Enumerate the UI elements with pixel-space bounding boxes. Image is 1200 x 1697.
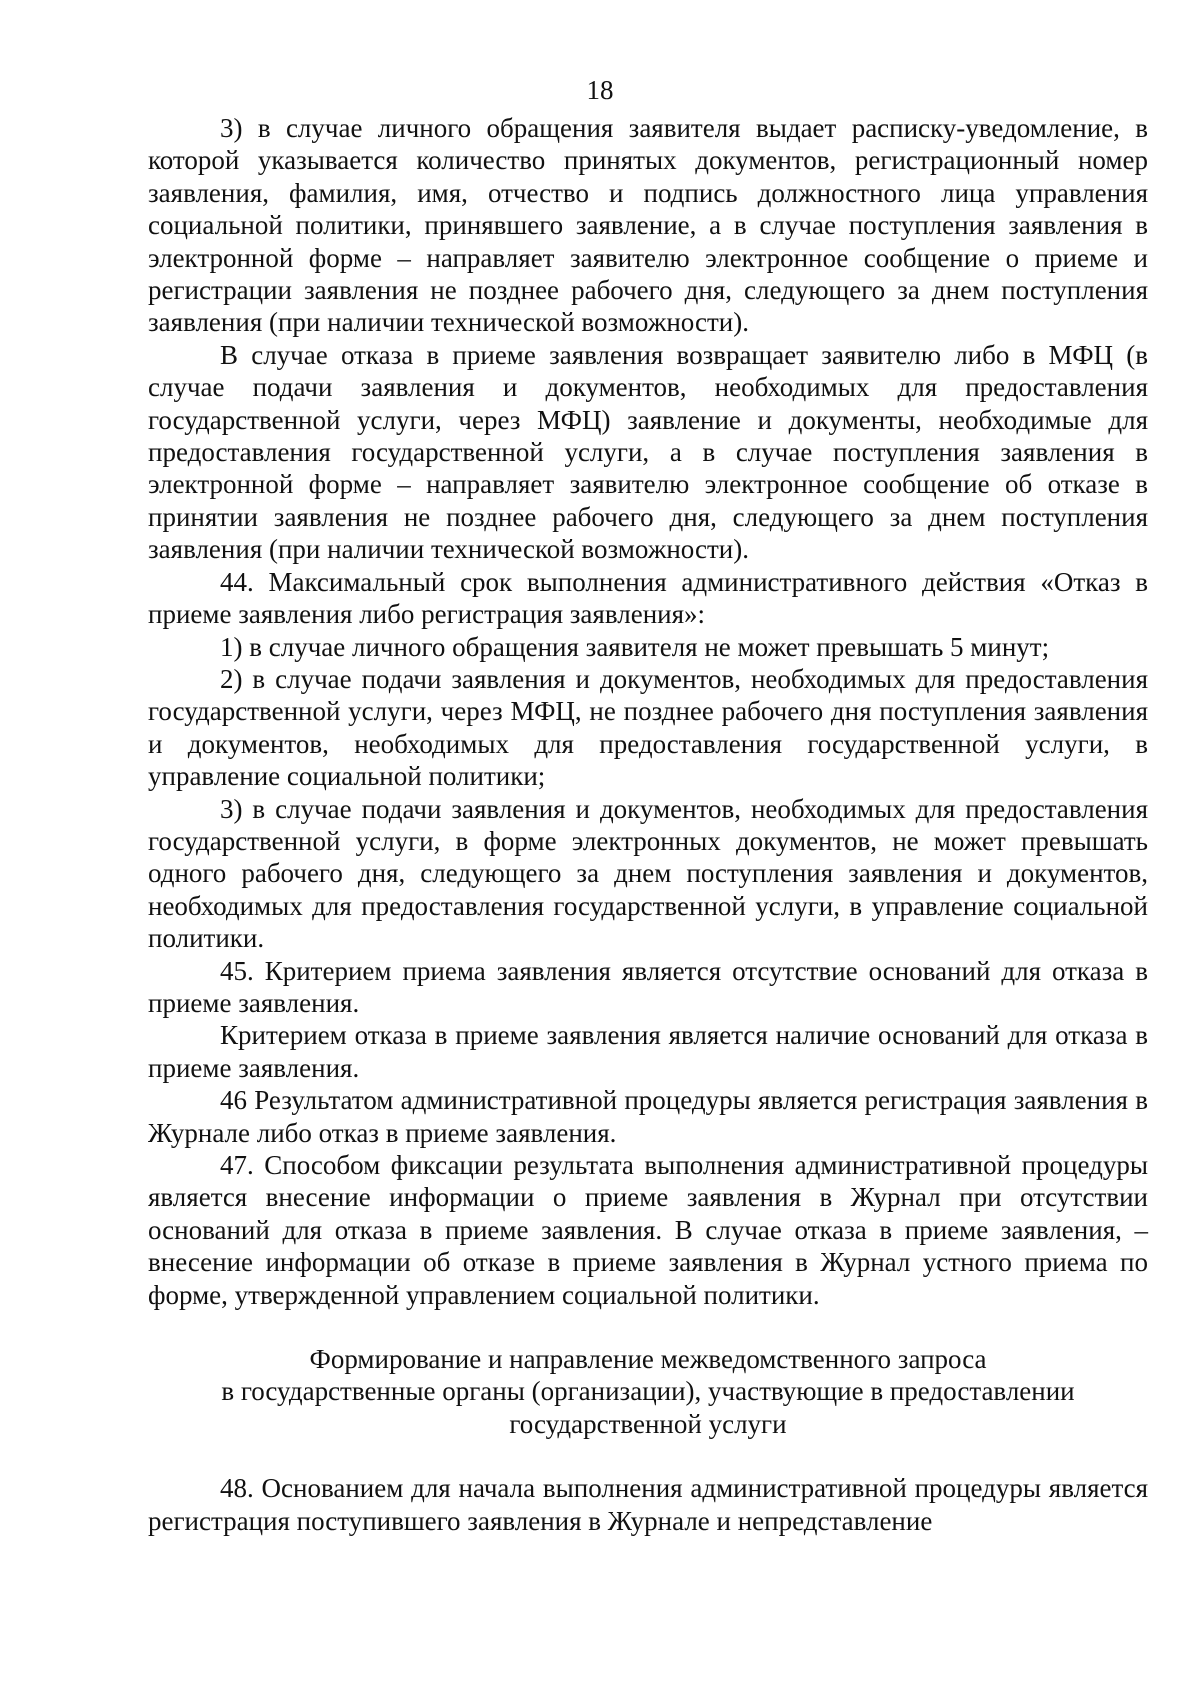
section-heading-line: государственной услуги — [509, 1408, 787, 1439]
section-heading-line: в государственные органы (организации), участвующие в предоставлении — [221, 1376, 1075, 1407]
paragraph-48-basis: 48. Основанием для начала выполнения административной процедуры является регистрация поступившего заявления в Журнале и непредставление — [148, 1473, 1148, 1536]
paragraph-45-criterion: 45. Критерием приема заявления является отсутствие оснований для отказа в приеме заявления. — [148, 955, 1148, 1018]
paragraph-46-result: 46 Результатом административной процедуры является регистрация заявления в Журнале либо отказ в приеме заявления. — [148, 1085, 1148, 1148]
section-heading-line: Формирование и направление межведомственного запроса — [309, 1344, 987, 1375]
section-heading — [148, 1343, 1148, 1440]
paragraph-refusal-return: В случае отказа в приеме заявления возвращает заявителю либо в МФЦ (в случае подачи заявления и документов, необходимых для предоставления государственной услуги, через МФЦ) заявление и документы, необходимые для предоставления государственной услуги, а в случае поступления заявления в электронной форме – направляет заявителю электронное сообщение об отказе в принятии заявления не позднее рабочего дня, следующего за днем поступления заявления (при наличии технической возможности). — [148, 339, 1148, 565]
paragraph-44-item-1: 1) в случае личного обращения заявителя не может превышать 5 минут; — [220, 631, 1050, 662]
paragraph-44-item-2: 2) в случае подачи заявления и документов, необходимых для предоставления государственной услуги, через МФЦ, не позднее рабочего дня поступления заявления и документов, необходимых для предоставления государственной услуги, в управление социальной политики; — [148, 663, 1148, 792]
page-number: 18 — [586, 75, 614, 105]
paragraph-44-max-term: 44. Максимальный срок выполнения административного действия «Отказ в приеме заявления либо регистрация заявления»: — [148, 566, 1148, 630]
paragraph-47-fixation: 47. Способом фиксации результата выполнения административной процедуры является внесение информации о приеме заявления в Журнал при отсутствии оснований для отказа в приеме заявления. В случае отказа в приеме заявления, – внесение информации об отказе в приеме заявления в Журнал устного приема по форме, утвержденной управлением социальной политики. — [148, 1150, 1148, 1310]
document-body — [148, 112, 1148, 1537]
paragraph-refusal-criterion: Критерием отказа в приеме заявления является наличие оснований для отказа в приеме заявления. — [148, 1020, 1148, 1083]
paragraph-item-3-receipt: 3) в случае личного обращения заявителя выдает расписку-уведомление, в которой указывается количество принятых документов, регистрационный номер заявления, фамилия, имя, отчество и подпись должностного лица управления социальной политики, принявшего заявление, а в случае поступления заявления в электронной форме – направляет заявителю электронное сообщение о приеме и регистрации заявления не позднее рабочего дня, следующего за днем поступления заявления (при наличии технической возможности). — [148, 113, 1148, 338]
paragraph-44-item-3: 3) в случае подачи заявления и документов, необходимых для предоставления государственной услуги, в форме электронных документов, не может превышать одного рабочего дня, следующего за днем поступления заявления и документов, необходимых для предоставления государственной услуги, в управление социальной политики. — [148, 793, 1148, 954]
